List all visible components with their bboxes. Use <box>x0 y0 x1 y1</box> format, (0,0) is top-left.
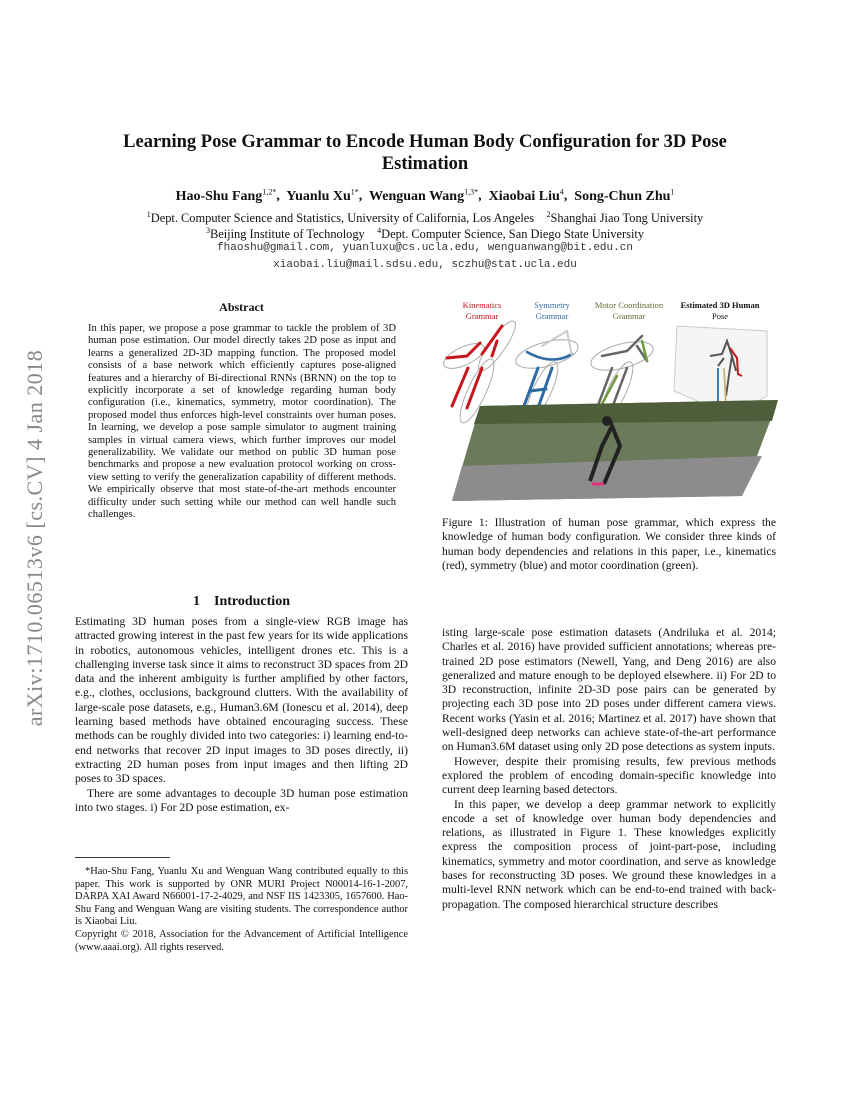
figure-label: Motor Coordination <box>594 300 664 310</box>
figure-1 <box>442 296 778 511</box>
figure-label: Grammar <box>465 311 499 321</box>
figure-caption: Figure 1: Illustration of human pose grammar, which express the knowledge of human body configuration. We consider three kinds of human body dependencies and relations in this paper, i.e., kinematics (red), symmetry (blue) and motor coordination (green). <box>442 516 776 572</box>
abstract-text: In this paper, we propose a pose grammar to tackle the problem of 3D human pose estimation. Our model directly takes 2D pose as input and learns a generalized 2D-3D mapping function. The proposed model consists of a base network which efficiently captures pose-aligned features and a hierarchy of Bi-directional RNNs (BRNN) on the top to explicitly incorporate a set of knowledge regarding human body configuration (i.e., kinematics, symmetry, motor coordination). The proposed model thus enforces high-level constraints over human poses. In learning, we develop a pose sample simulator to augment training samples in virtual camera views, which further improves our model generalizability. We validate our method on public 3D human pose benchmarks and propose a new evaluation protocol working on cross-view setting to verify the generalization capability of different methods. We empirically observe that most state-of-the-art methods encounter difficulty under such setting while our method can well handle such challenges. <box>88 323 396 521</box>
author: Song-Chun Zhu$^1$ <box>574 187 675 204</box>
footnote-rule <box>75 857 170 858</box>
figure-label: Grammar <box>612 311 646 321</box>
figure-label: Pose <box>711 311 729 321</box>
photo-runner <box>452 400 778 501</box>
pose-grammar-figure <box>442 296 778 511</box>
paragraph: isting large-scale pose estimation datasets (Andriluka et al. 2014; Charles et al. 2016) have provided sufficient annotations; whereas pre-trained 2D pose estimators (Newell, Yang, and Deng 2016) are also generalized and mature enough to be deployed elsewhere. ii) For 2D to 3D reconstruction, infinite 2D-3D pose pairs can be generated by projecting each 3D pose into 2D poses under different camera views. Recent works (Yasin et al. 2016; Martinez et al. 2017) have shown that well-designed deep networks can achieve state-of-the-art performance on Human3.6M dataset using only 2D pose detections as system inputs. <box>442 626 776 754</box>
copyright-text: Copyright © 2018, Association for the Advancement of Artificial Intelligence (www.aaai.org). All rights reserved. <box>75 928 408 953</box>
abstract-heading: Abstract <box>219 300 264 314</box>
author: Wenguan Wang$^{1,3*}$ <box>369 187 479 204</box>
right-column-body <box>442 626 776 912</box>
figure-label: Symmetry <box>534 300 570 310</box>
affiliations-line-2: $^3$Beijing Institute of Technology $^4$Dept. Computer Science, San Diego State University <box>205 226 645 242</box>
paragraph: There are some advantages to decouple 3D human pose estimation into two stages. i) For 2D pose estimation, ex- <box>75 786 408 814</box>
footnote <box>75 866 408 954</box>
paragraph: In this paper, we develop a deep grammar network to explicitly encode a set of knowledge over human body dependencies and relations, as illustrated in Figure 1. These knowledges explicitly express the composition process of joint-part-pose, including kinematics, symmetry and motor coordination, and serve as knowledge bases for reconstructing 3D poses. We ground these knowledges in a multi-level RNN network which can be end-to-end trained with back-propagation. The composed hierarchical structure describes <box>442 797 776 911</box>
section-heading-introduction: 1 Introduction <box>193 594 290 609</box>
affiliations-line-1: $^1$Dept. Computer Science and Statistics, University of California, Los Angeles $^2$Shanghai Jiao Tong University <box>146 210 704 226</box>
paragraph: However, despite their promising results, few previous methods explored the problem of encoding domain-specific knowledge into current deep learning based detectors. <box>442 754 776 797</box>
author: Hao-Shu Fang$^{1,2*}$ <box>175 187 277 204</box>
emails-line-1: fhaoshu@gmail.com, yuanluxu@cs.ucla.edu, wenguanwang@bit.edu.cn <box>217 242 633 254</box>
introduction-body <box>75 615 408 815</box>
paper-title: Learning Pose Grammar to Encode Human Body Configuration for 3D Pose Estimation <box>123 132 727 174</box>
author: Yuanlu $Xu^{1*}$ <box>286 187 359 204</box>
figure-label: Grammar <box>535 311 569 321</box>
paragraph: Estimating 3D human poses from a single-view RGB image has attracted growing interest in the past few years for its wide applications in robotics, autonomous vehicles, intelligent drones etc. This is a challenging inverse task since it aims to reconstruct 3D spaces from 2D data and the inherent ambiguity is further amplified by other factors, e.g., clothes, occlusions, background clutters. With the availability of large-scale pose datasets, e.g., Human3.6M (Ionescu et al. 2014), deep learning based methods have obtained encouraging success. These methods can be roughly divided into two categories: i) learning end-to-end networks that recover 2D input images to 3D poses directly, ii) extracting 2D human poses from input images and then lifting 2D poses to 3D spaces. <box>75 615 408 786</box>
figure-label: Estimated 3D Human <box>680 300 760 310</box>
emails-line-2: xiaobai.liu@mail.sdsu.edu, sczhu@stat.ucla.edu <box>273 259 577 271</box>
arxiv-stamp: arXiv:1710.06513v6 [cs.CV] 4 Jan 2018 <box>22 349 47 727</box>
figure-label: Kinematics <box>462 300 502 310</box>
author-list: Hao-Shu Fang$^{1,2*}$, Yuanlu $Xu^{1*}$, Wenguan Wang$^{1,3*}$, Xiaobai Liu$^4$, Song-Chun Zhu$^1$ <box>175 187 675 204</box>
footnote-text: *Hao-Shu Fang, Yuanlu Xu and Wenguan Wang contributed equally to this paper. This work is supported by ONR MURI Project N00014-16-1-2007, DARPA XAI Award N66001-17-2-4029, and NSF IIS 1423305, 1657600. Hao-Shu Fang and Wenguan Wang are visiting students. The correspondence author is Xiaobai Liu. <box>75 866 408 928</box>
author: Xiaobai Liu$^4$ <box>488 187 564 204</box>
